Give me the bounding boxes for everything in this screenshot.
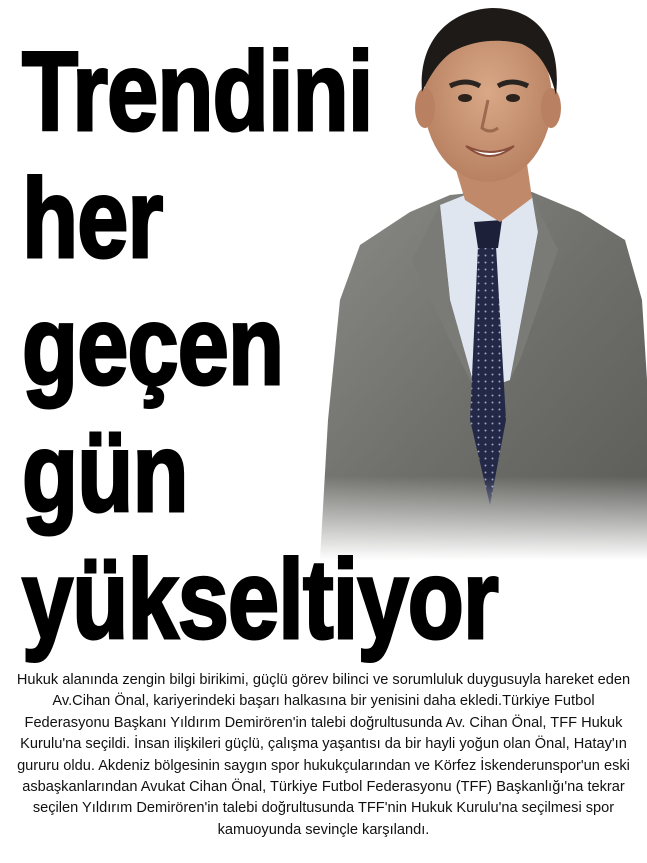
headline-line-3: geçen [22, 283, 284, 408]
headline-line-1: Trendini [22, 29, 373, 154]
headline [22, 28, 498, 663]
headline-line-5: yükseltiyor [22, 537, 498, 662]
headline-line-4: gün [22, 410, 188, 535]
article-body: Hukuk alanında zengin bilgi birikimi, güçlü görev bilinci ve sorumluluk duygusuyla hareket eden Av.Cihan Önal, kariyerindeki başarı halkasına bir yenisini daha ekledi.Türkiye Futbol Federasyonu Başkanı Yıldırım Demirören'in talebi doğrultusunda Av. Cihan Önal, TFF Hukuk Kurulu'na seçildi. İnsan ilişkileri güçlü, çalışma yaşantısı da bir hayli yoğun olan Önal, Hatay'ın gururu oldu. Akdeniz bölgesinin saygın spor hukukçularından ve Körfez İskenderunspor'un eski asbaşkanlarından Avukat Cihan Önal, Türkiye Futbol Federasyonu (TFF) Başkanlığı'na tekrar seçilen Yıldırım Demirören'in talebi doğrultusunda TFF'nin Hukuk Kurulu'na seçilmesi spor kamuoyunda sevinçle karşılandı. [16, 672, 631, 838]
headline-line-2: her [22, 156, 163, 281]
